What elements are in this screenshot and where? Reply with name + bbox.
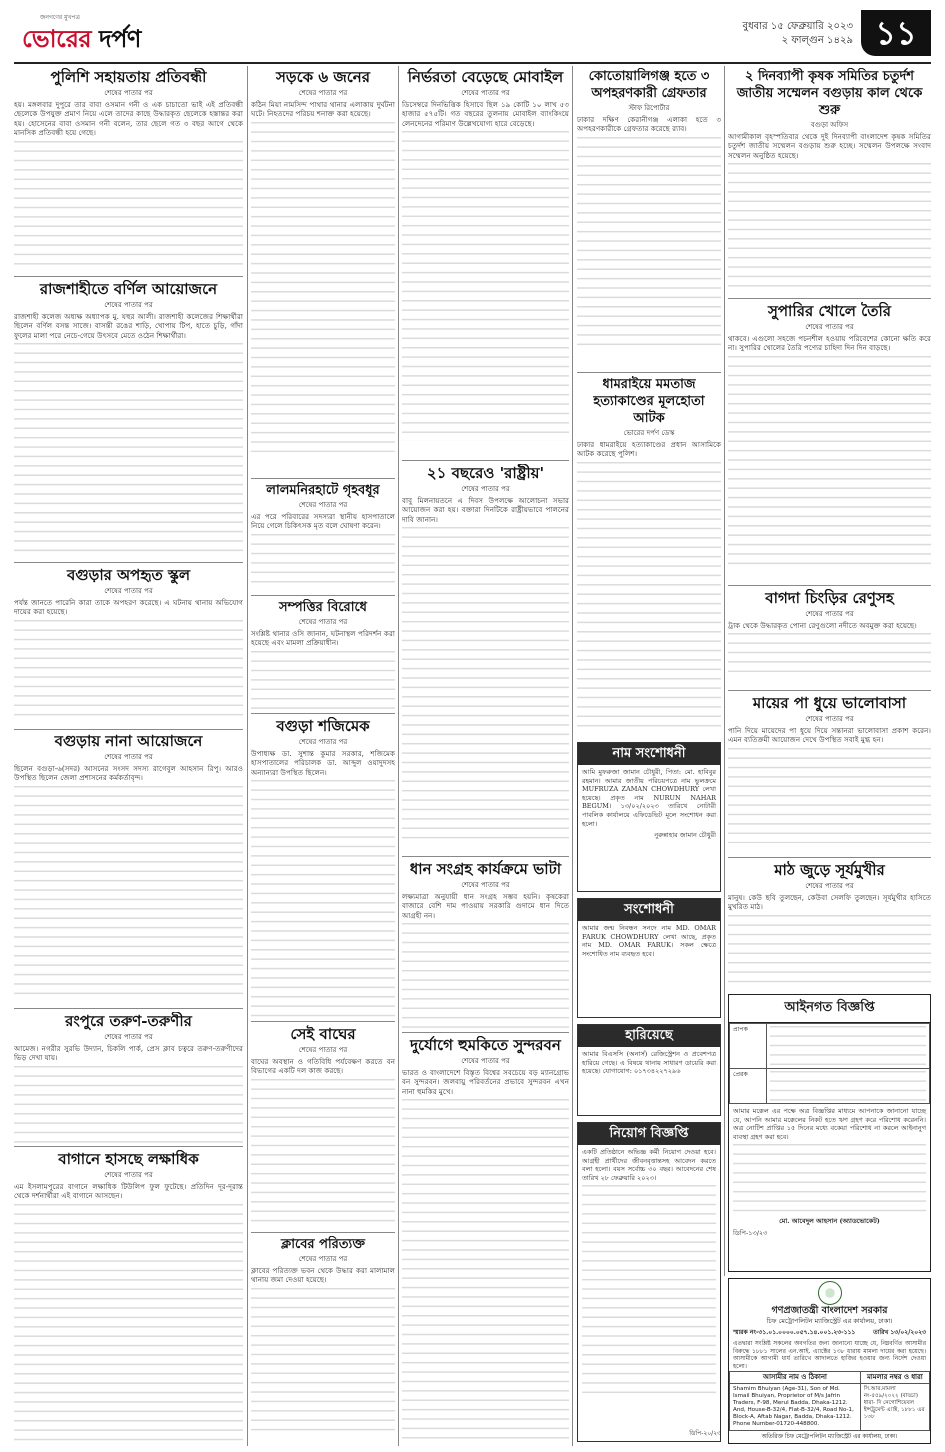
ad-signature: মো. আবেদুল আহসান (অ্যাডভোকেট) <box>779 1217 880 1226</box>
jump-line: শেষের পাতার পর <box>104 587 153 595</box>
jump-line: শেষের পাতার পর <box>461 1057 510 1065</box>
text-body <box>402 1099 569 1439</box>
government-emblem-icon <box>818 1281 842 1305</box>
jump-line: শেষের পাতার পর <box>298 618 348 626</box>
article-text: এর পরে পরিবারের সদস্যরা স্থানীয় হাসপাতালে নিয়ে গেলে চিকিৎসক মৃত বলে ঘোষণা করেন। <box>251 512 395 531</box>
ad-body: আমার মক্কেল এর পক্ষে অত্র বিজ্ঞপ্তির মাধ্যমে আপনাকে জানানো যাচ্ছে যে, আপনি আমার মক্কেলের নিকট হতে ঋণ গ্রহণ করে পরিশোধ করেননি। অত্র নোটিশ প্রাপ্তির ১৫ দিনের মধ্যে বকেয়া পরিশোধ না করলে আইনানুগ ব্যবস্থা গ্রহণ করা হবে। <box>733 1107 926 1141</box>
section-rule <box>728 690 931 691</box>
text-body <box>14 1204 243 1442</box>
ad-code: ডিপি-২০/২৩ <box>689 1430 721 1437</box>
section-rule <box>251 1021 395 1022</box>
headline: লালমনিরহাটে গৃহবধূর <box>266 483 380 498</box>
article-text: ট্রাক থেকে উদ্ধারকৃত পোনা রেণুগুলো নদীতে অবমুক্ত করা হয়েছে। <box>728 621 917 630</box>
article-text: বাবু মিলনায়তনে এ দিবস উপলক্ষে আলোচনা সভার আয়োজন করা হয়। বক্তারা দিনটিকে রাষ্ট্রীয়ভাবে পালনের দাবি জানান। <box>402 496 569 524</box>
headline: ২ দিনব্যাপী কৃষক সমিতির চতুর্দশ জাতীয় সম্মেলন বগুড়ায় কাল থেকে শুরু <box>736 69 923 118</box>
text-body <box>728 915 931 987</box>
text-body <box>733 1144 926 1214</box>
jump-line: শেষের পাতার পর <box>805 882 854 890</box>
box-recruitment <box>577 1122 721 1442</box>
headline: কোতোয়ালিগঞ্জ হতে ৩ অপহরণকারী গ্রেফতার <box>588 69 710 101</box>
newspaper-logo <box>22 12 142 56</box>
article-garden <box>14 1150 243 1442</box>
headline: রংপুরে তরুণ-তরুণীর <box>65 1012 192 1030</box>
article-text: ভারত ও বাংলাদেশে বিস্তৃত বিশ্বের সবচেয়ে বড় ম্যানগ্রোভ বন সুন্দরবন। জলবায়ু পরিবর্তনের প্রভাবে সুন্দরবন এখন নানা হুমকির মুখে। <box>402 1068 569 1096</box>
text-body <box>251 122 395 452</box>
article-text: আমেজ। নগরীর সুরভি উদ্যান, চিকলি পার্ক, প্রেস ক্লাব চত্বরে তরুণ-তরুণীদের ভিড় দেখা যায়। <box>14 1044 243 1063</box>
jump-line: শেষের পাতার পর <box>805 323 854 331</box>
jump-line: শেষের পাতার পর <box>104 1033 153 1041</box>
article-text: মানুষ। কেউ ছবি তুলছেন, কেউবা সেলফি তুলছেন। সূর্যমুখীর হাসিতে মুখরিত মাঠ। <box>728 893 931 912</box>
article-bogura-event <box>14 732 243 1004</box>
article-text: বাঘের অবস্থান ও গতিবিধি পর্যবেক্ষণ করতে বন বিভাগের একটি দল কাজ করছে। <box>251 1057 395 1076</box>
jump-line: শেষের পাতার পর <box>104 753 153 761</box>
table-row <box>730 1069 930 1104</box>
headline: বাগদা চিংড়ির রেণুসহ <box>765 589 894 607</box>
text-body <box>770 1071 926 1101</box>
jump-line: শেষের পাতার পর <box>805 715 854 723</box>
article-police <box>14 68 243 273</box>
text-body <box>577 462 721 732</box>
article-text: ঢাকার ধামরাইয়ে হত্যাকাণ্ডের প্রধান আসামিকে আটক করেছে পুলিশ। <box>577 440 721 459</box>
article-betelnut <box>728 302 931 582</box>
article-shrimp <box>728 589 931 687</box>
jump-line: শেষের পাতার পর <box>298 738 348 746</box>
article-text: উপাধ্যক্ষ ডা. সুশান্ত কুমার সরকার, শজিমেক হাসপাতালের পরিচালক ডা. আব্দুল ওয়াদুদসহ অন্যান্যরা উপস্থিত ছিলেন। <box>251 749 395 777</box>
text-body <box>402 527 569 842</box>
section-rule <box>251 478 395 479</box>
article-text: ডিসেম্বরে দিনভিত্তিক হিসাবে ছিল ১৯ কোটি ১০ লাখ ৫৩ হাজার ৫৭৫টি। গত বছরের তুলনায় মোবাইল ব্যাংকিংয়ে লেনদেনের পরিমাণ উল্লেখযোগ্য হারে বেড়েছে। <box>402 100 569 128</box>
box-title: সংশোধনী <box>578 899 720 921</box>
logo-wordmark <box>22 21 141 61</box>
table-row <box>730 1024 930 1069</box>
text-body <box>251 1288 395 1438</box>
article-text: রাজশাহী কলেজ অধ্যক্ষ অধ্যাপক মু. যহুর আলী। রাজশাহী কলেজের শিক্ষার্থীরা ছিলেন বর্ণিল বসন্ত সাজে। বাসন্তী রঙের শাড়ি, খোপায় টিপ, হাতে চুড়ি, গাঁদা ফুলের মালা পরে নেচে-গেয়ে উৎসবে মেতে ওঠেন শিক্ষার্থীরা। <box>14 312 243 340</box>
box-text: আমার বিএসসি (অনার্স) রেজিস্ট্রেশন ও প্রবেশপত্র হারিয়ে গেছে। এ বিষয়ে থানায় সাধারণ ডায়েরি করা হয়েছে। যোগাযোগ: ০১৭৩৪২২৭২৯৬ <box>582 1050 716 1076</box>
box-text: একটি প্রতিষ্ঠানে অভিজ্ঞ কর্মী নিয়োগ দেওয়া হবে। আগ্রহী প্রার্থীদের জীবনবৃত্তান্তসহ আবেদন করতে বলা হলো। বয়স সর্বোচ্চ ৩০ বছর। আবেদনের শেষ তারিখ ২৮ ফেব্রুয়ারি ২০২৩। <box>582 1148 716 1182</box>
text-body <box>728 356 931 571</box>
column-divider <box>572 66 573 1446</box>
article-text: হয়। মঙ্গলবার দুপুরে তার বাবা ওসমান গনী ও এক চাচাতো ভাই এই প্রতিবন্ধী ছেলেকে উপযুক্ত প্রমাণ নিয়ে এলে তাদের কাছে উদ্ধারকৃত ছেলেকে হস্তান্তর করা হয়। হোসেনের বাবা ওসমান গনী বলেন, তার ছেলে গত ৩ বছর আগে থেকে মানসিক প্রতিবন্ধী হয়ে গেছে। <box>14 100 243 138</box>
logo-tagline: জনগণের মুখপত্র <box>40 14 80 21</box>
text-body <box>577 137 721 347</box>
section-rule <box>402 856 569 857</box>
column-divider <box>247 66 248 1446</box>
text-body <box>14 343 243 553</box>
text-body <box>728 633 931 678</box>
article-text: আগামীকাল বৃহস্পতিবার থেকে দুই দিনব্যাপী বাংলাদেশ কৃষক সমিতির চতুর্দশ জাতীয় সম্মেলন বগুড়ায় শুরু হচ্ছে। সম্মেলন উপলক্ষে সংবাদ সম্মেলন অনুষ্ঠিত হয়েছে। <box>728 132 931 160</box>
ad-address-table <box>729 1023 930 1104</box>
headline: বগুড়ায় নানা আয়োজনে <box>54 732 203 750</box>
gov-table <box>729 1371 930 1431</box>
headline: মায়ের পা ধুয়ে ভালোবাসা <box>752 694 907 712</box>
headline: দুর্যোগে হুমকিতে সুন্দরবন <box>410 1036 561 1054</box>
box-body <box>578 1185 720 1395</box>
gov-ref-row <box>729 1326 930 1339</box>
box-title: হারিয়েছে <box>578 1025 720 1047</box>
table-cell <box>767 1024 930 1069</box>
logo-word-2: দর্পণ <box>91 24 141 53</box>
text-body <box>402 131 569 441</box>
headline: ধান সংগ্রহ কার্যক্রমে ভাটা <box>409 860 562 878</box>
text-body <box>14 141 243 271</box>
date-gregorian: বুধবার ১৫ ফেব্রুয়ারি ২০২৩ <box>742 21 853 32</box>
box-text: আমি মুফরুজা জামান চৌধুরী, পিতা: মো. হাবিবুর রহমান। আমার জাতীয় পরিচয়পত্রে নাম ভুলক্রমে MUFRUZA ZAMAN CHOWDHURY লেখা হয়েছে। প্রকৃত নাম NURUN NAHAR BEGUM। ১৩/০২/২০২৩ তারিখে নোটারী পাবলিক কার্যালয়ে এফিডেভিট মূলে সংশোধন করা হলো। <box>582 768 716 828</box>
jump-line: শেষের পাতার পর <box>805 610 854 618</box>
text-body <box>402 923 569 1028</box>
gov-subheader: চিফ মেট্রোপলিটন ম্যাজিস্ট্রেট এর কার্যালয়, ঢাকা। <box>766 1317 893 1325</box>
box-text: আমার জন্ম নিবন্ধন সনদে নাম MD. OMAR FARUK CHOWDHURY লেখা আছে, প্রকৃত নাম MD. OMAR FARUK। সকল ক্ষেত্রে সংশোধিত নাম ব্যবহৃত হবে। <box>582 924 716 958</box>
headline: বাগানে হাসছে লক্ষাধিক <box>58 1150 199 1168</box>
table-cell: প্রেরক <box>730 1069 767 1104</box>
headline: ক্লাবের পরিত্যক্ত <box>281 1237 365 1252</box>
article-text: এম ইসলামপুরের বাগানে লক্ষাধিক টিউলিপ ফুল ফুটেছে। প্রতিদিন দূর-দূরান্ত থেকে দর্শনার্থীরা এই বাগানে আসছেন। <box>14 1182 243 1201</box>
article-text: কঠিন মিয়া নামসিন্দ পাথার থানার এলাকায় দুর্ঘটনা ঘটে। নিহতদের পরিচয় শনাক্ত করা হয়েছে। <box>251 100 395 119</box>
text-body <box>728 163 931 293</box>
text-body <box>770 1026 926 1066</box>
jump-line: বগুড়া অফিস <box>810 121 849 129</box>
headline: বগুড়ার অপহৃত স্কুল <box>66 566 191 584</box>
article-sunflower <box>728 861 931 989</box>
text-body <box>728 748 931 843</box>
article-mobile <box>402 68 569 458</box>
article-rangpur <box>14 1012 243 1144</box>
article-bogura-shaheed <box>251 717 395 1019</box>
table-row <box>730 1384 930 1431</box>
headline: নির্ভরতা বেড়েছে মোবাইল <box>407 68 564 86</box>
section-rule <box>728 585 931 586</box>
section-rule <box>14 562 243 563</box>
box-name-correction <box>577 742 721 892</box>
gov-header: গণপ্রজাতন্ত্রী বাংলাদেশ সরকার <box>771 1305 888 1316</box>
ad-government-notice <box>728 1278 931 1444</box>
section-rule <box>728 857 931 858</box>
table-cell: সি.আর.মামলা নং-৫৫৯/২০২২ (বাড্ডা) ধারা- দি নেগোশিয়েবল ইন্সট্রুমেন্ট এ্যাক্ট, ১৮৮১ এর ১৩৮ <box>860 1384 929 1431</box>
jump-line: শেষের পাতার পর <box>298 501 348 509</box>
issue-date <box>743 20 854 48</box>
box-correction <box>577 898 721 1018</box>
article-text: ক্লাবের পরিত্যক্ত ভবন থেকে উদ্ধার করা মালামাল থানায় জমা দেওয়া হয়েছে। <box>251 1266 395 1285</box>
article-property <box>251 599 395 711</box>
section-rule <box>402 460 569 461</box>
ad-body-extra <box>729 1144 930 1214</box>
headline: পুলিশি সহায়তায় প্রতিবন্ধী <box>50 68 207 86</box>
article-road <box>251 68 395 476</box>
headline: সেই বাঘের <box>290 1025 356 1043</box>
table-header: মামলার নম্বর ও ধারা <box>860 1372 929 1384</box>
ad-title: আইনগত বিজ্ঞপ্তি <box>729 995 930 1023</box>
article-bogura-school <box>14 566 243 726</box>
text-body <box>251 1079 395 1229</box>
article-text: সংশ্লিষ্ট থানার ওসি জানান, ঘটনাস্থল পরিদর্শন করা হয়েছে এবং মামলা প্রক্রিয়াধীন। <box>251 629 395 648</box>
logo-word-1: ভোরের <box>22 24 92 53</box>
jump-line: শেষের পাতার পর <box>461 485 510 493</box>
jump-line: শেষের পাতার পর <box>104 89 153 97</box>
gov-date: তারিখ ১৩/০২/২০২৩ <box>873 1329 926 1336</box>
box-signature: নুরুন্নাহার জামান চৌধুরী <box>654 831 716 840</box>
article-text: ছিলেন বগুড়া-৬(সদর) আসনের সংসদ সদস্য রাগেবুল আহসান রিপু। আরও উপস্থিত ছিলেন জেলা প্রশাসনের কর্মকর্তাবৃন্দ। <box>14 764 243 783</box>
article-paddy <box>402 860 569 1030</box>
section-rule <box>14 729 243 730</box>
text-body <box>251 534 395 589</box>
section-rule <box>577 372 721 373</box>
headline: বগুড়া শজিমেক <box>276 717 370 735</box>
table-cell: Shamim Bhuiyan (Age-31), Son of Md. Ismail Bhuiyan, Proprietor of M/s Jafrin Traders, F-98, Merul Badda, Dhaka-1212. And, House-B-32/4, Flat-B-32/4, Road No-1, Block-A, Aftab Nagar, Badda, Dhaka-1212. Phone Number-01720-448800. <box>730 1384 861 1431</box>
article-club <box>251 1236 395 1442</box>
text-body <box>251 780 395 1019</box>
article-text: লক্ষ্যমাত্রা অনুযায়ী ধান সংগ্রহ সম্ভব হয়নি। কৃষকেরা বাজারে বেশি দাম পাওয়ায় সরকারি গুদামে ধান দিতে আগ্রহী নন। <box>402 892 569 920</box>
reporter-line: স্টাফ রিপোর্টার <box>628 104 670 112</box>
article-rashtradhorma <box>402 464 569 854</box>
column-divider <box>724 66 725 1276</box>
headline: রাজশাহীতে বর্ণিল আয়োজনে <box>39 280 218 298</box>
headline: সুপারির খোলে তৈরি <box>767 302 892 320</box>
article-farmers <box>728 68 931 294</box>
jump-line: শেষের পাতার পর <box>298 89 348 97</box>
table-cell <box>767 1069 930 1104</box>
article-sundarban <box>402 1036 569 1444</box>
article-tiger <box>251 1025 395 1230</box>
article-text: পানি দিয়ে মায়েদের পা ধুয়ে দিয়ে সন্তানরা ভালোবাসা প্রকাশ করেন। এমন ব্যতিক্রমী আয়োজন দেখে উপস্থিত সবাই মুগ্ধ হন। <box>728 726 931 745</box>
box-title: নাম সংশোধনী <box>578 743 720 765</box>
section-rule <box>14 1146 243 1147</box>
headline: সম্পত্তির বিরোধে <box>279 600 367 615</box>
table-header: আসামীর নাম ও ঠিকানা <box>730 1372 861 1384</box>
article-text: পর্যন্ত জানতে পারেনি কারা তাকে অপহরণ করেছে। এ ঘটনায় থানায় অভিযোগ দায়ের করা হয়েছে। <box>14 598 243 617</box>
jump-line: ভোরের দর্পণ ডেস্ক <box>623 429 675 437</box>
article-text: ঢাকার দক্ষিণ কেরানীগঞ্জ এলাকা হতে ৩ অপহরণকারীকে গ্রেফতার করেছে র‌্যাব। <box>577 115 721 134</box>
table-header-row <box>730 1372 930 1384</box>
gov-ref: স্মারক নং-৩১.০১.০০০০.০৫৭.১৪.০০১.২৩-১১১ <box>733 1329 856 1336</box>
jump-line: শেষের পাতার পর <box>104 301 153 309</box>
section-rule <box>402 1032 569 1033</box>
section-rule <box>251 595 395 596</box>
article-dhamrai <box>577 376 721 736</box>
headline: ২১ বছরেও 'রাষ্ট্রীয়' <box>426 464 545 482</box>
box-title: নিয়োগ বিজ্ঞপ্তি <box>578 1123 720 1145</box>
article-kotwali <box>577 68 721 368</box>
section-rule <box>251 713 395 714</box>
page-number: ১১ <box>861 10 931 56</box>
article-rajshahi <box>14 280 243 558</box>
section-rule <box>14 276 243 277</box>
ad-legal-notice <box>728 994 931 1272</box>
gov-body: এতদ্বারা সংশ্লিষ্ট সকলের অবগতির জন্য জানানো যাচ্ছে যে, নিম্নবর্ণিত আসামীর বিরুদ্ধে ১৮৮১ সালের এন.আই. এ্যাক্টের ১৩৮ ধারায় মামলা দায়ের করা হয়েছে। আসামীকে আগামী ধার্য তারিখে আদালতে হাজির হওয়ার জন্য নির্দেশ দেওয়া হলো। <box>733 1340 926 1370</box>
jump-line: শেষের পাতার পর <box>461 881 510 889</box>
date-bangla: ২ ফাল্গুন ১৪২৯ <box>781 35 853 46</box>
table-cell: প্রাপক <box>730 1024 767 1069</box>
column-divider <box>398 66 399 1446</box>
jump-line: শেষের পাতার পর <box>104 1171 153 1179</box>
article-mother <box>728 694 931 854</box>
text-body <box>14 620 243 720</box>
headline: ধামরাইয়ে মমতাজ হত্যাকাণ্ডের মূলহোতা আটক <box>593 377 705 426</box>
text-body <box>14 1066 243 1144</box>
text-body <box>251 651 395 711</box>
article-text: থাকবে। এগুলো সহজে পচনশীল হওয়ায় পরিবেশের কোনো ক্ষতি করে না। সুপারির খোলের তৈরি পণ্যের চাহিদা দিন দিন বাড়ছে। <box>728 334 931 353</box>
jump-line: শেষের পাতার পর <box>298 1255 348 1263</box>
jump-line: শেষের পাতার পর <box>298 1046 348 1054</box>
ad-code: ডিপি-১৩/২৩ <box>733 1228 768 1237</box>
headline: মাঠ জুড়ে সূর্যমুখীর <box>774 861 885 879</box>
section-rule <box>14 1008 243 1009</box>
jump-line: শেষের পাতার পর <box>461 89 510 97</box>
box-lost <box>577 1024 721 1116</box>
section-rule <box>251 1232 395 1233</box>
text-body <box>14 786 243 1001</box>
article-lalmonirhat <box>251 482 395 592</box>
headline: সড়কে ৬ জনের <box>276 68 370 86</box>
section-rule <box>728 298 931 299</box>
text-body <box>582 1185 716 1395</box>
masthead <box>14 8 931 64</box>
gov-footer: অতিরিক্ত চিফ মেট্রোপলিটন ম্যাজিস্ট্রেট এর কার্যালয়, ঢাকা। <box>761 1434 898 1441</box>
